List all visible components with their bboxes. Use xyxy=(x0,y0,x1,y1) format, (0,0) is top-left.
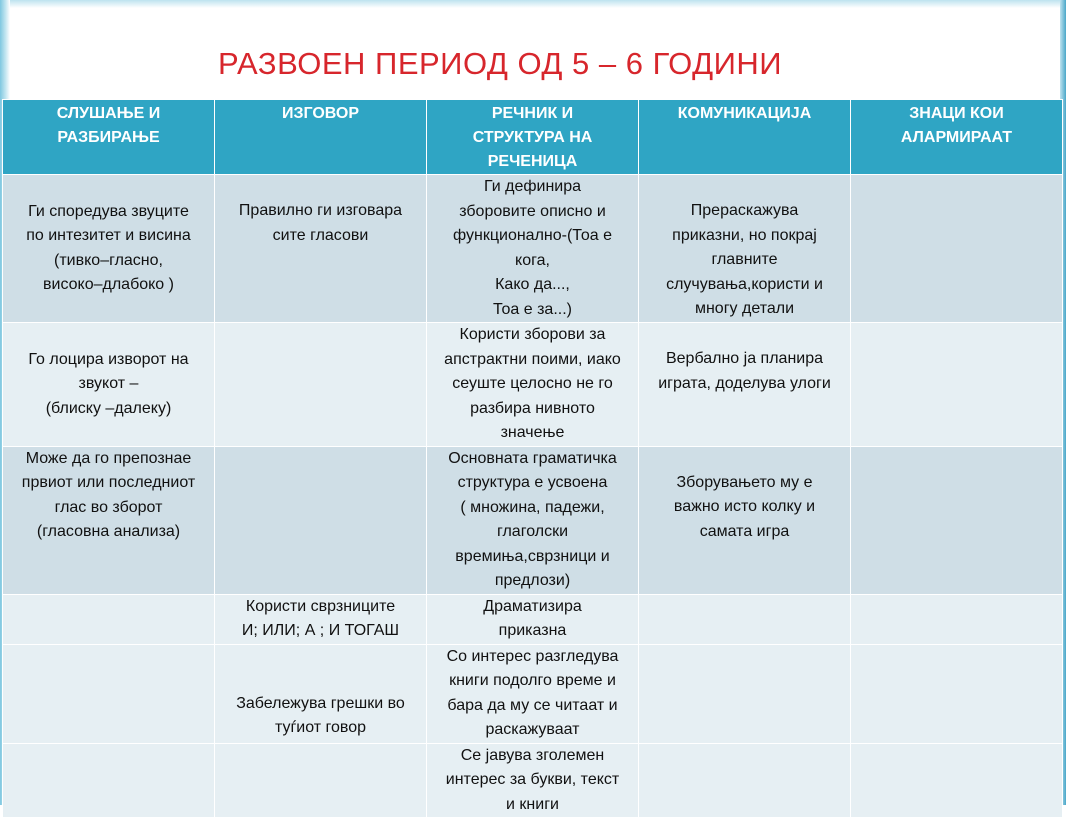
header-vocabulary: РЕЧНИК И СТРУКТУРА НА РЕЧЕНИЦА xyxy=(427,100,639,175)
table-cell xyxy=(215,743,427,818)
table-row xyxy=(3,323,1063,447)
table-cell: Зборувањето му е важно исто колку и самата игра xyxy=(639,446,851,594)
table-cell xyxy=(851,743,1063,818)
table-row xyxy=(3,594,1063,644)
header-alarm-signs: ЗНАЦИ КОИ АЛАРМИРААТ xyxy=(851,100,1063,175)
header-pronunciation: ИЗГОВОР xyxy=(215,100,427,175)
header-row xyxy=(3,100,1063,175)
table-cell xyxy=(3,743,215,818)
table-cell: Се јавува зголемен интерес за букви, текст и книги xyxy=(427,743,639,818)
table-cell: Забележува грешки во туѓиот говор xyxy=(215,644,427,743)
table-cell: Користи сврзниците И; ИЛИ; А ; И ТОГАШ xyxy=(215,594,427,644)
header-communication: КОМУНИКАЦИЈА xyxy=(639,100,851,175)
table-cell xyxy=(215,323,427,447)
table-cell xyxy=(215,446,427,594)
table-cell: Користи зборови за апстрактни поими, иако сеуште целосно не го разбира нивното значење xyxy=(427,323,639,447)
table-cell xyxy=(3,644,215,743)
table-cell: Правилно ги изговара сите гласови xyxy=(215,175,427,323)
table-cell: Го лоцира изворот на звукот – (блиску –далеку) xyxy=(3,323,215,447)
table-cell xyxy=(3,594,215,644)
table-cell: Вербално ја планира играта, доделува улоги xyxy=(639,323,851,447)
table-cell xyxy=(851,323,1063,447)
header-listening: СЛУШАЊЕ И РАЗБИРАЊЕ xyxy=(3,100,215,175)
table-cell: Може да го препознае првиот или последниот глас во зборот (гласовна анализа) xyxy=(3,446,215,594)
table-cell: Ги споредува звуците по интезитет и висина (тивко–гласно, високо–длабоко ) xyxy=(3,175,215,323)
table-cell xyxy=(851,594,1063,644)
table-cell xyxy=(851,446,1063,594)
table-cell: Со интерес разгледува книги подолго време и бара да му се читаат и раскажуваат xyxy=(427,644,639,743)
table-row xyxy=(3,175,1063,323)
slide-top-border xyxy=(0,0,1066,8)
table-cell: Драматизира приказна xyxy=(427,594,639,644)
table-cell xyxy=(639,644,851,743)
table-row xyxy=(3,446,1063,594)
table-cell xyxy=(851,175,1063,323)
table-row xyxy=(3,743,1063,818)
slide-title: РАЗВОЕН ПЕРИОД ОД 5 – 6 ГОДИНИ xyxy=(217,46,783,81)
table-cell xyxy=(639,594,851,644)
table-cell: Прераскажува приказни, но покрај главните случувања,користи и многу детали xyxy=(639,175,851,323)
development-table xyxy=(2,99,1063,818)
table-row xyxy=(3,644,1063,743)
table-cell: Основната граматичка структура е усвоена ( множина, падежи, глаголски времиња,сврзници и предлози) xyxy=(427,446,639,594)
table-cell: Ги дефинира зборовите описно и функционално-(Тоа е кога, Како да..., Тоа е за...) xyxy=(427,175,639,323)
table-cell xyxy=(639,743,851,818)
table-cell xyxy=(851,644,1063,743)
